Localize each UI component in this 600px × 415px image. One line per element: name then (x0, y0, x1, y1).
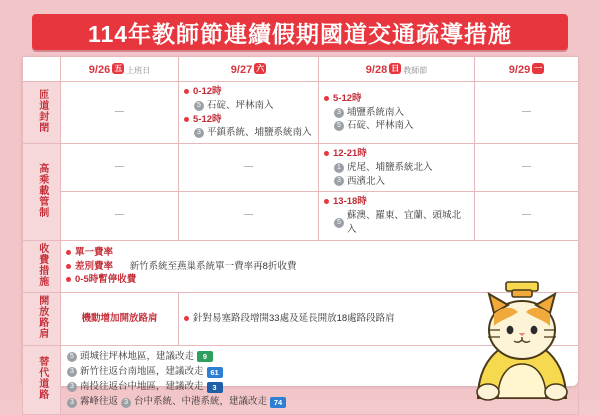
cell-r1c2: 12-21時 1 虎尾、埔鹽系統北入 3 西濱北入 (319, 144, 475, 192)
table-header-row (23, 57, 579, 82)
header-col-2: 9/28 日 教師節 (319, 57, 475, 82)
cell-r0c3: － (475, 82, 579, 144)
cell-r2c3: － (475, 192, 579, 240)
row-label-toll: 收費措施 (23, 240, 61, 293)
numbered-line: 5 石碇、坪林南入 (184, 99, 313, 113)
numbered-line: 1 虎尾、埔鹽系統北入 (324, 161, 469, 175)
cell-r0c0: － (61, 82, 179, 144)
cell-r2c2: 13-18時 5 蘇澳、羅東、宜蘭、頭城北入 (319, 192, 475, 240)
header-corner (23, 57, 61, 82)
page-title-text: 114年教師節連續假期國道交通疏導措施 (87, 20, 513, 47)
table-row (23, 144, 579, 192)
alt-route-item: 3 霧峰往返 3 台中系統、中港系統，建議改走 74 (67, 395, 572, 409)
cell-shoulder-detail: 針對易塞路段增開33處及延長開放18處路段路肩 (179, 293, 579, 346)
alt-route-item: 3 南投往返台中地區，建議改走 3 (67, 380, 572, 394)
numbered-line: 3 平鎮系統、埔鹽系統南入 (184, 126, 313, 140)
numbered-line: 5 蘇澳、羅東、宜蘭、頭城北入 (324, 209, 469, 237)
page-title (32, 14, 568, 50)
cell-shoulder-left: 機動增加開放路肩 (61, 293, 179, 346)
alt-route-item: 5 頭城往坪林地區，建議改走 9 (67, 350, 572, 364)
alt-route-item: 3 新竹往返台南地區，建議改走 61 (67, 365, 572, 379)
toll-differential: 差別費率 新竹系統至燕巢系統單一費率再8折收費 (66, 260, 573, 274)
header-col-0: 9/26 五 上班日 (61, 57, 179, 82)
cat-mascot-icon (458, 280, 586, 398)
numbered-line: 5 石碇、坪林南入 (324, 119, 469, 133)
row-label-shoulder: 開放路肩 (23, 293, 61, 346)
header-col-3: 9/29 一 (475, 57, 579, 82)
numbered-line: 3 埔鹽系統南入 (324, 106, 469, 120)
cell-r2c1: － (179, 192, 319, 240)
cell-r1c3: － (475, 144, 579, 192)
numbered-line: 3 西濱北入 (324, 175, 469, 189)
cell-r0c2: 5-12時 3 埔鹽系統南入 5 石碇、坪林南入 (319, 82, 475, 144)
table-row (23, 82, 579, 144)
table-row (23, 192, 579, 240)
cell-toll-measures: 單一費率 差別費率 新竹系統至燕巢系統單一費率再8折收費 0-5時暫停收費 (61, 240, 579, 293)
cell-r1c1: － (179, 144, 319, 192)
row-label-hov: 高乘載管制 (23, 144, 61, 241)
cell-r0c1: 0-12時 5 石碇、坪林南入 5-12時 3 平鎮系統、埔鹽系統南入 (179, 82, 319, 144)
cell-r1c0: － (61, 144, 179, 192)
header-col-1: 9/27 六 (179, 57, 319, 82)
row-label-alt-routes: 替代道路 (23, 345, 61, 414)
row-label-ramp-closure: 匝道封閉 (23, 82, 61, 144)
cell-r2c0: － (61, 192, 179, 240)
